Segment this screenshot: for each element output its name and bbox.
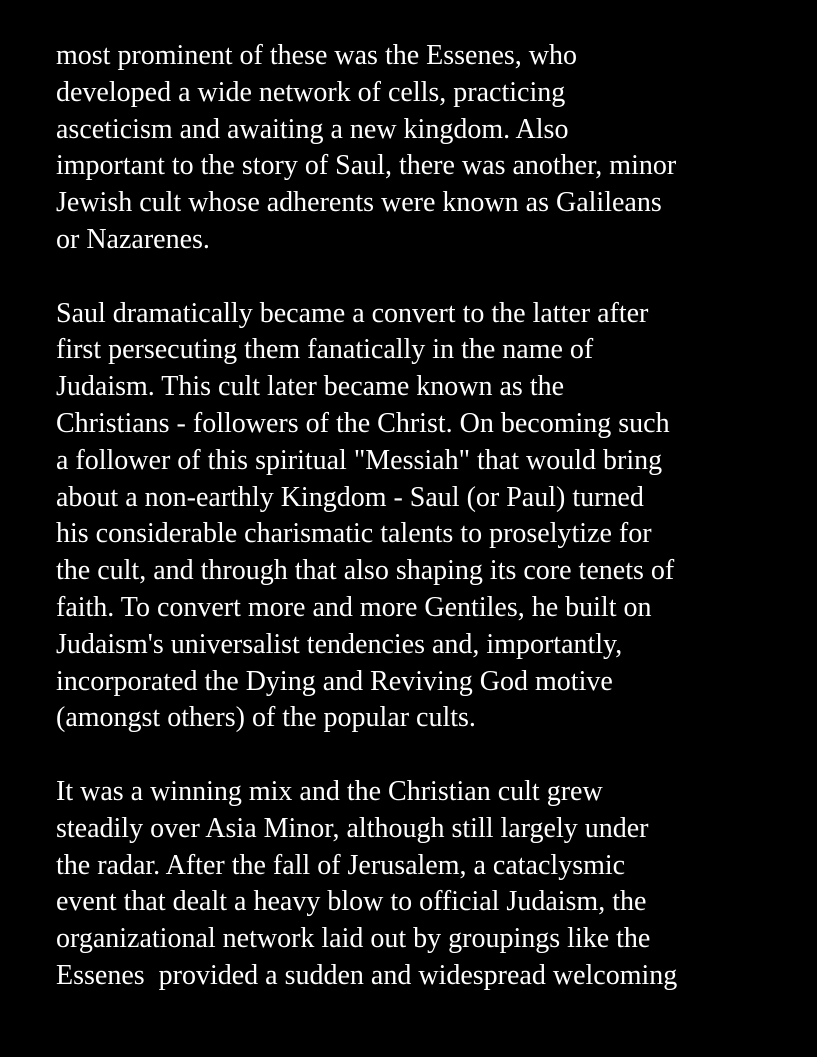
paragraph-spacer	[56, 737, 796, 774]
text-line: Christians - followers of the Christ. On becoming such	[56, 407, 670, 439]
text-line: first persecuting them fanatically in the name of	[56, 334, 594, 366]
text-line: or Nazarenes.	[56, 223, 210, 255]
text-line: the radar. After the fall of Jerusalem, a cataclysmic	[56, 849, 626, 881]
text-line: Essenes provided a sudden and widespread welcoming	[56, 959, 678, 991]
text-line: Judaism's universalist tendencies and, importantly,	[56, 628, 623, 660]
text-line: (amongst others) of the popular cults.	[56, 702, 476, 734]
text-line: a follower of this spiritual "Messiah" that would bring	[56, 444, 663, 476]
text-line: the cult, and through that also shaping its core tenets of	[56, 555, 675, 587]
text-line: faith. To convert more and more Gentiles, he built on	[56, 591, 652, 623]
text-line: most prominent of these was the Essenes, who	[56, 40, 578, 71]
text-line: his considerable charismatic talents to proselytize for	[56, 518, 652, 550]
text-line: Saul dramatically became a convert to the latter after	[56, 297, 649, 329]
text-line: Judaism. This cult later became known as the	[56, 371, 565, 403]
text-line: Jewish cult whose adherents were known as Galileans	[56, 187, 662, 219]
text-line: asceticism and awaiting a new kingdom. Also	[56, 113, 569, 145]
paragraph-spacer	[56, 259, 796, 296]
paragraph-christian-cult	[56, 774, 796, 995]
text-line: organizational network laid out by groupings like the	[56, 923, 651, 955]
text-line: It was a winning mix and the Christian cult grew	[56, 775, 603, 807]
text-line: event that dealt a heavy blow to official Judaism, the	[56, 886, 647, 918]
text-line: important to the story of Saul, there was another, minor	[56, 150, 677, 182]
text-line: steadily over Asia Minor, although still largely under	[56, 812, 649, 844]
text-line: about a non-earthly Kingdom - Saul (or Paul) turned	[56, 481, 644, 513]
paragraph-saul-conversion	[56, 296, 796, 738]
text-line: incorporated the Dying and Reviving God motive	[56, 665, 613, 697]
paragraph-essenes	[56, 38, 796, 259]
text-line: developed a wide network of cells, practicing	[56, 76, 566, 108]
document-text	[56, 38, 796, 995]
